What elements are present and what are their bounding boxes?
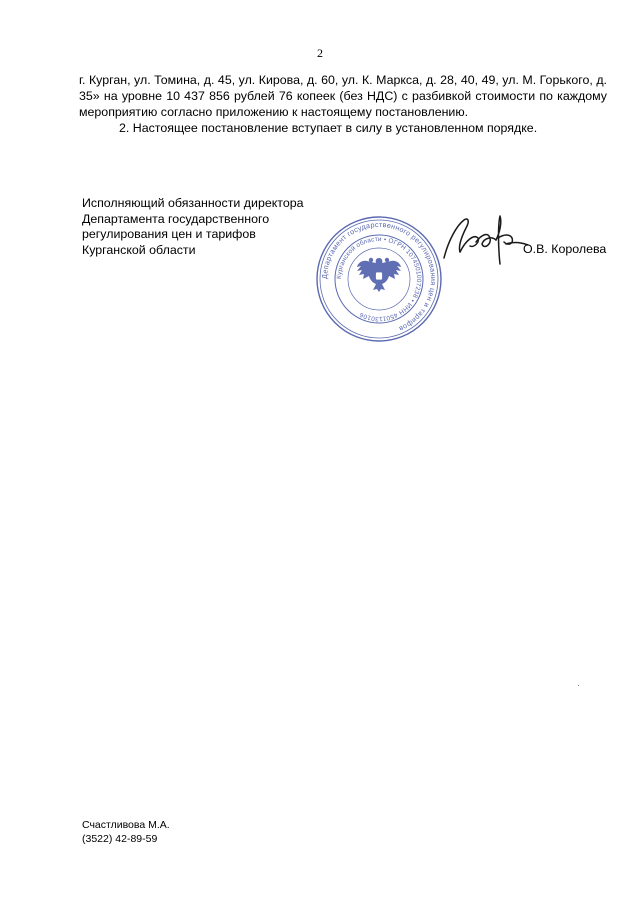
- stamp-outer-text: Департамент государственного регулирования цен и тарифов: [319, 219, 439, 334]
- signer-title-line: Исполняющий обязанности директора: [82, 196, 304, 210]
- scan-speck: [578, 685, 579, 686]
- signer-name: О.В. Королева: [523, 242, 607, 256]
- signer-title-line: Курганской области: [82, 242, 196, 257]
- executor-name: Счастливова М.А.: [82, 819, 170, 831]
- signer-title-line: Департамента государственного: [82, 211, 270, 226]
- signer-position: [82, 196, 322, 258]
- paragraph-effective-date: 2. Настоящее постановление вступает в силу в установленном порядке.: [119, 121, 538, 135]
- document-body: [79, 72, 607, 136]
- official-seal-stamp: [314, 214, 444, 344]
- signer-title-line: регулирования цен и тарифов: [82, 227, 256, 241]
- double-headed-eagle-icon: [357, 258, 401, 292]
- executor-phone: (3522) 42-89-59: [82, 833, 158, 845]
- executor-contact: [82, 818, 170, 846]
- stamp-inner-text: Курганской области • ОГРН 1074501007238 • ИНН 4501130106: [335, 235, 423, 323]
- page-number: 2: [317, 46, 323, 60]
- handwritten-signature: [440, 212, 530, 268]
- paragraph-continuation: г. Курган, ул. Томина, д. 45, ул. Кирова, д. 60, ул. К. Маркса, д. 28, 40, 49, ул. М. Горького, д. 35» на уровне 10 437 856 рублей 76 копеек (без НДС) с разбивкой стоимости по каждому мероприятию согласно приложению к настоящему постановлению.: [79, 73, 607, 119]
